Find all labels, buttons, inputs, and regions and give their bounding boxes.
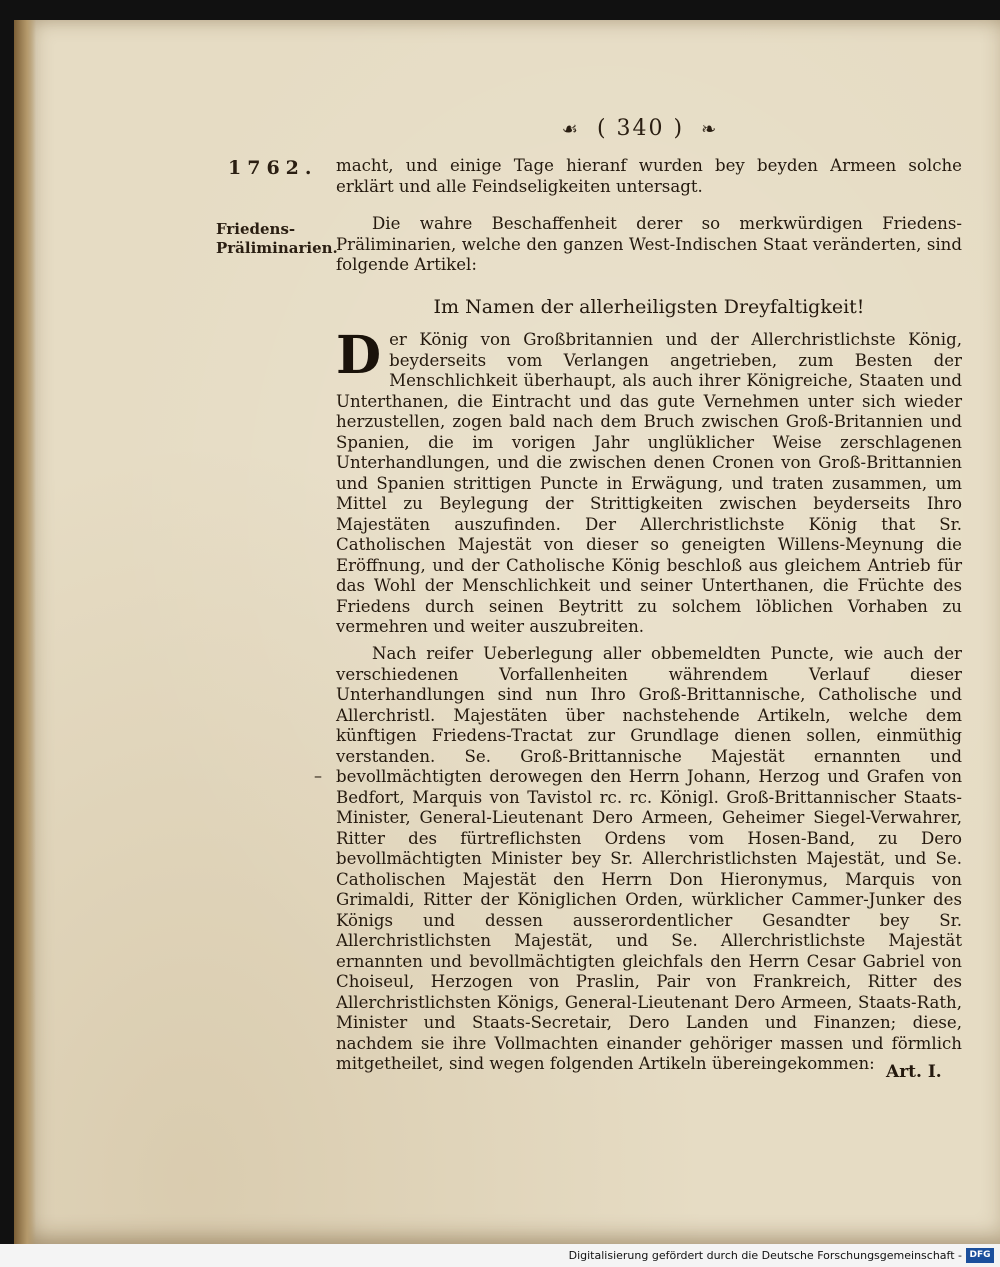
drop-cap-initial: D: [336, 325, 382, 386]
ornament-left-icon: ☙: [561, 119, 580, 140]
book-spine: [14, 20, 36, 1244]
catchword: Art. I.: [886, 1062, 942, 1082]
margin-note: Friedens-Präliminarien.: [216, 220, 338, 257]
paragraph-2: Die wahre Beschaffenheit derer so merkwürdigen Friedens-Präliminarien, welche den ganzen West-Indischen Staat veränderten, sind folgende Artikel:: [336, 214, 962, 274]
paragraph-4: Nach reifer Ueberlegung aller obbemeldten Puncte, wie auch der verschiedenen Vorfallenheiten währendem Verlauf dieser Unterhandlungen sind nun Ihro Groß-Brittannische, Catholische und Allerchristl. Majestäten über nachstehende Artikeln, welche dem künftigen Friedens-Tractat zur Grundlage dienen sollen, einmüthig verstanden. Se. Groß-Brittannische Majestät ernannten und bevollmächtigten derowegen den Herrn Johann, Herzog und Grafen von Bedfort, Marquis von Tavistol rc. rc. Königl. Groß-Brittannischer Staats-Minister, General-Lieutenant Dero Armeen, Geheimer Siegel-Verwahrer, Ritter des fürtreflichsten Ordens vom Hosen-Band, zu Dero bevollmächtigten Minister bey Sr. Allerchristlichsten Majestät, und Se. Catholischen Majestät den Herrn Don Hieronymus, Marquis von Grimaldi, Ritter der Königlichen Orden, würklicher Cammer-Junker des Königs und dessen ausserordentlicher Gesandter bey Sr. Allerchristlichsten Majestät, und Se. Allerchristlichste Majestät ernannten und bevollmächtigten gleichfals den Herrn Cesar Gabriel von Choiseul, Herzogen von Praslin, Pair von Frankreich, Ritter des Allerchristlichsten Königs, General-Lieutenant Dero Armeen, Staats-Rath, Minister und Staats-Secretair, Dero Landen und Finanzen; diese, nachdem sie ihre Vollmachten einander gehöriger massen und förmlich mitgetheilet, sind wegen folgenden Artikeln übereingekommen:: [336, 644, 962, 1073]
page-number: ( 340 ): [596, 116, 685, 141]
paragraph-3-text: er König von Großbritannien und der Allerchristlichste König, beyderseits vom Verlangen angetrieben, zum Besten der Menschlichkeit überhaupt, als auch ihrer Königreiche, Staaten und Unterthanen, die Eintracht und das gute Vernehmen unter sich wieder herzustellen, zogen bald nach dem Bruch zwischen Groß-Britannien und Spanien, die im vorigen Jahr unglüklicher Weise zerschlagenen Unterhandlungen, und die zwischen denen Cronen von Groß-Brittannien und Spanien strittigen Puncte in Erwägung, und traten zusammen, um Mittel zu Beylegung der Strittigkeiten zwischen beyderseits Ihro Majestäten auszufinden. Der Allerchristlichste König that Sr. Catholischen Majestät von dieser so geneigten Willens-Meynung die Eröffnung, und der Catholische König beschloß aus gleichem Antrieb für das Wohl der Menschlichkeit und seiner Unterthanen, die Früchte des Friedens durch seinen Beytritt zu solchem löblichen Vorhaben zu vermehren und weiter auszubreiten.: [336, 330, 962, 636]
paragraph-3: [336, 325, 962, 638]
footer-bar: [0, 1244, 1000, 1267]
page-header: [520, 116, 760, 141]
section-heading: Im Namen der allerheiligsten Dreyfaltigkeit!: [433, 296, 865, 318]
paragraph-1: macht, und einige Tage hieranf wurden bey beyden Armeen solche erklärt und alle Feindseligkeiten untersagt.: [336, 156, 962, 196]
dfg-logo-icon[interactable]: DFG: [966, 1248, 994, 1263]
ornament-right-icon: ❧: [701, 119, 719, 140]
year-marginal: 1762.: [228, 157, 318, 179]
margin-dash: –: [314, 766, 322, 785]
footer-credit: Digitalisierung gefördert durch die Deutsche Forschungsgemeinschaft -: [568, 1249, 962, 1262]
